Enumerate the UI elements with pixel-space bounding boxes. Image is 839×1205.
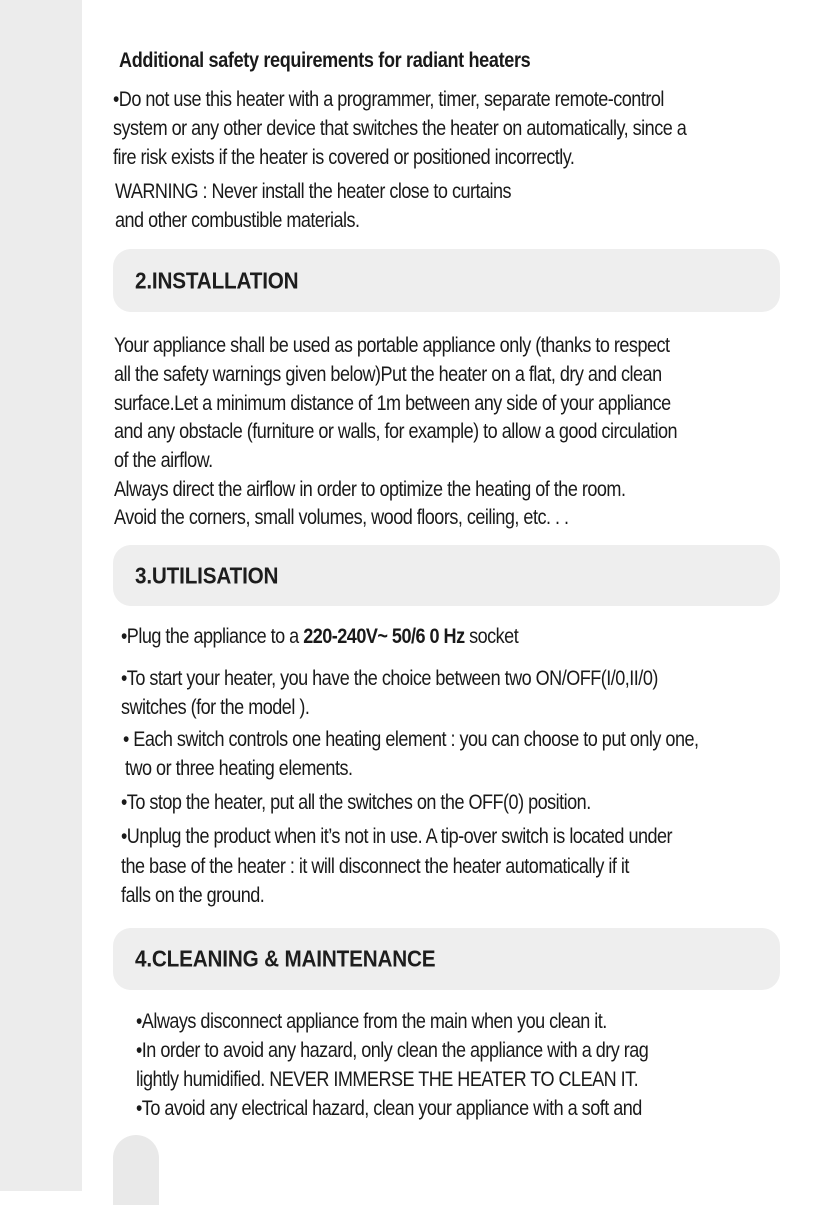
start-line-1: •To start your heater, you have the choice between two ON/OFF(I/0,II/0) — [121, 667, 658, 690]
each-switch-line-1: • Each switch controls one heating element : you can choose to put only one, — [123, 728, 699, 751]
safety-line-1: •Do not use this heater with a programmer, timer, separate remote-control — [113, 88, 664, 111]
cleaning-line-4: •To avoid any electrical hazard, clean your appliance with a soft and — [136, 1097, 642, 1120]
cleaning-section-bar — [113, 928, 780, 990]
each-switch-line-2: two or three heating elements. — [125, 757, 353, 780]
installation-title: 2.INSTALLATION — [135, 267, 299, 293]
installation-line-7: Avoid the corners, small volumes, wood floors, ceiling, etc. . . — [114, 506, 569, 529]
installation-line-4: and any obstacle (furniture or walls, for example) to allow a good circulation — [114, 420, 678, 443]
installation-line-1: Your appliance shall be used as portable appliance only (thanks to respect — [114, 334, 670, 357]
safety-line-2: system or any other device that switches the heater on automatically, since a — [113, 117, 687, 140]
plug-suffix: socket — [464, 625, 519, 648]
utilisation-title: 3.UTILISATION — [135, 562, 279, 588]
cleaning-line-1: •Always disconnect appliance from the main when you clean it. — [136, 1010, 607, 1033]
installation-line-6: Always direct the airflow in order to optimize the heating of the room. — [114, 478, 626, 501]
installation-line-5: of the airflow. — [114, 449, 213, 472]
cleaning-title: 4.CLEANING & MAINTENANCE — [135, 945, 436, 972]
warning-line-2: and other combustible materials. — [115, 209, 360, 232]
page-margin-strip — [0, 0, 82, 1191]
installation-line-2: all the safety warnings given below)Put the heater on a flat, dry and clean — [114, 363, 662, 386]
unplug-line-2: the base of the heater : it will disconnect the heater automatically if it — [121, 855, 629, 878]
plug-line — [121, 622, 518, 652]
unplug-line-1: •Unplug the product when it’s not in use. A tip-over switch is located under — [121, 825, 673, 848]
side-tab — [0, 600, 72, 648]
safety-line-3: fire risk exists if the heater is covered or positioned incorrectly. — [113, 146, 575, 169]
page-number-tab — [113, 1135, 159, 1205]
voltage-spec: 220-240V~ 50/6 0 Hz — [303, 625, 465, 648]
installation-section-bar — [113, 249, 780, 312]
unplug-line-3: falls on the ground. — [121, 884, 265, 907]
installation-line-3: surface.Let a minimum distance of 1m between any side of your appliance — [114, 392, 671, 415]
plug-prefix: •Plug the appliance to a — [121, 625, 304, 648]
warning-line-1: WARNING : Never install the heater close to curtains — [115, 180, 512, 203]
cleaning-line-3: lightly humidified. NEVER IMMERSE THE HEATER TO CLEAN IT. — [136, 1068, 639, 1091]
stop-line: •To stop the heater, put all the switches on the OFF(0) position. — [121, 791, 591, 814]
utilisation-section-bar — [113, 545, 780, 606]
start-line-2: switches (for the model ). — [121, 696, 310, 719]
cleaning-line-2: •In order to avoid any hazard, only clean the appliance with a dry rag — [136, 1039, 649, 1062]
safety-heading: Additional safety requirements for radiant heaters — [119, 49, 531, 72]
